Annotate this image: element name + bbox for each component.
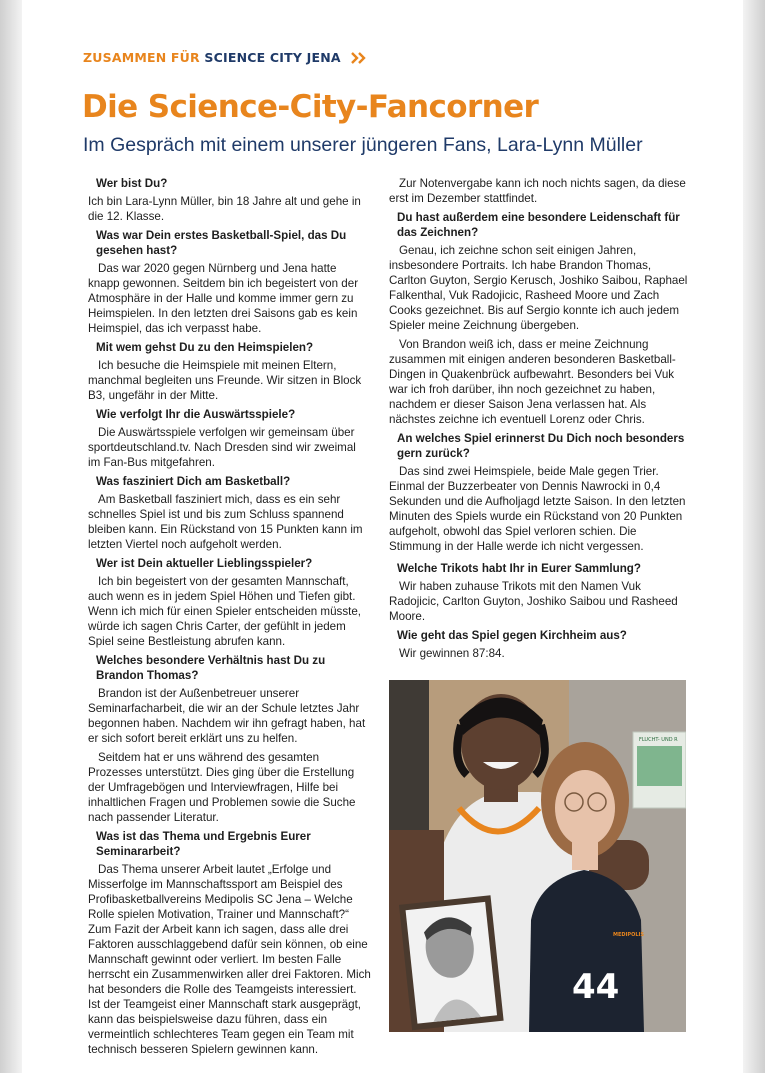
question: An welches Spiel erinnerst Du Dich noch besonders gern zurück? (397, 432, 685, 460)
question: Welches besondere Verhältnis hast Du zu Brandon Thomas? (96, 654, 326, 682)
answer: Das sind zwei Heimspiele, beide Male gegen Trier. Einmal der Buzzerbeater von Dennis Nawrocki in 0,4 Sekunden und die Aufholjagd letzte Saison. In den letzten Minuten des Spiels wurde ein Rückstand von 20 Punkten aufgeholt, obwohl das Spiel verloren schien. Die Stimmung in der Halle werde ich nicht vergessen. (389, 465, 686, 553)
kicker-part-2: SCIENCE CITY JENA (204, 50, 341, 65)
photo-player-and-fan-with-portrait-drawing-icon (389, 680, 686, 1032)
jersey-number: 44 (572, 967, 620, 1007)
answer: Das war 2020 gegen Nürnberg und Jena hatte knapp gewonnen. Seitdem bin ich begeistert von der Atmosphäre in der Halle und komme immer gern zu Heimspielen. In den letzten drei Saisons gab es kein Heimspiel, das ich verpasst habe. (88, 262, 359, 335)
answer: Das Thema unserer Arbeit lautet „Erfolge und Misserfolge im Mannschaftssport am Beispiel des Profibasketballvereins Medipolis SC Jena – Welche Rolle spielen Motivation, Trainer und Mannschaft?“ Zum Fazit der Arbeit kann ich sagen, dass alle drei Faktoren ausschlaggebend dafür sein können, ob eine Mannschaft gewinnt oder verliert. Im besten Falle herrscht ein Zusammenwirken aller drei Faktoren. Mich hat besonders die Rolle des Teamgeists interessiert. Ist der Teamgeist einer Mannschaft stark ausgeprägt, kann das beispielsweise dazu führen, dass ein vermeintlich schlechteres Team gegen ein Team mit technisch besseren Spielern gewinnen kann. (88, 863, 371, 1056)
article-photo (389, 680, 686, 1032)
jersey-brand: MEDIPOLIS (613, 932, 644, 938)
answer: Wir haben zuhause Trikots mit den Namen Vuk Radojicic, Carlton Guyton, Joshiko Saibou und Rasheed Moore. (389, 580, 678, 623)
page-title: Die Science-City-Fancorner (82, 89, 539, 125)
answer: Von Brandon weiß ich, dass er meine Zeichnung zusammen mit einigen anderen besonderen Basketball-Dingen in Quakenbrück aufbewahrt. Besonders bei Vuk war ich froh darüber, ihn noch gezeichnet zu haben, nachdem er dieser Saison Jena verlassen hat. Als nächstes zeichne ich eventuell Lorenz oder Chris. (389, 338, 676, 426)
question: Wer bist Du? (96, 177, 168, 190)
question: Wer ist Dein aktueller Lieblingsspieler? (96, 557, 313, 570)
page-edge-left (0, 0, 22, 1073)
wall-sign-label: FLUCHT- UND R (639, 737, 678, 743)
question: Mit wem gehst Du zu den Heimspielen? (96, 341, 314, 354)
answer: Genau, ich zeichne schon seit einigen Jahren, insbesondere Portraits. Ich habe Brandon Thomas, Carlton Guyton, Sergio Kerusch, Joshiko Saibou, Raphael Falkenthal, Vuk Radojicic, Rasheed Moore und Zach Cooks gezeichnet. Bis auf Sergio konnte ich auch jedem Spieler meine Zeichnung übergeben. (389, 244, 688, 332)
answer: Wir gewinnen 87:84. (399, 647, 505, 660)
answer: Ich besuche die Heimspiele mit meinen Eltern, manchmal begleiten uns Freunde. Wir sitzen in Block B3, ungefähr in der Mitte. (88, 359, 362, 402)
question: Wie geht das Spiel gegen Kirchheim aus? (397, 629, 627, 642)
answer: Zur Notenvergabe kann ich noch nichts sagen, da diese erst im Dezember stattfindet. (389, 177, 686, 205)
question: Was ist das Thema und Ergebnis Eurer Seminararbeit? (96, 830, 311, 858)
double-chevron-right-icon (351, 52, 368, 68)
page-edge-right (743, 0, 765, 1073)
page-subtitle: Im Gespräch mit einem unserer jüngeren Fans, Lara-Lynn Müller (83, 134, 643, 156)
section-kicker (83, 50, 368, 68)
answer: Seitdem hat er uns während des gesamten Prozesses unterstützt. Dies ging über die Erstellung der Umfragebögen und Interviewfragen, Hilfe bei inhaltlichen Fragen und Problemen sowie die Suche nach passender Literatur. (88, 751, 356, 824)
answer: Am Basketball fasziniert mich, dass es ein sehr schnelles Spiel ist und bis zum Schluss spannend bleiben kann. Ein Rückstand von 15 Punkten kann im letzten Viertel noch aufgeholt werden. (88, 493, 363, 551)
question: Was fasziniert Dich am Basketball? (96, 475, 291, 488)
question: Welche Trikots habt Ihr in Eurer Sammlung? (397, 562, 641, 575)
kicker-part-1: ZUSAMMEN FÜR (83, 50, 200, 65)
answer: Ich bin Lara-Lynn Müller, bin 18 Jahre alt und gehe in die 12. Klasse. (88, 195, 361, 223)
answer: Die Auswärtsspiele verfolgen wir gemeinsam über sportdeutschland.tv. Nach Dresden sind wir zweimal im Fan-Bus mitgefahren. (88, 426, 356, 469)
article-column-right (389, 176, 689, 665)
question: Du hast außerdem eine besondere Leidenschaft für das Zeichnen? (397, 211, 680, 239)
article-column-left (88, 176, 371, 1061)
question: Was war Dein erstes Basketball-Spiel, das Du gesehen hast? (96, 229, 347, 257)
answer: Ich bin begeistert von der gesamten Mannschaft, auch wenn es in jedem Spiel Höhen und Tiefen gibt. Wenn ich mich für einen Spieler entscheiden müsste, würde ich sagen Chris Carter, der gefühlt in jedem Spiel seine Bestleistung abrufen kann. (88, 575, 362, 648)
question: Wie verfolgt Ihr die Auswärtsspiele? (96, 408, 296, 421)
answer: Brandon ist der Außenbetreuer unserer Seminarfacharbeit, die wir an der Schule letztes Jahr begonnen haben. Nachdem wir ihn gefragt haben, hat er sich sofort bereit erklärt uns zu helfen. (88, 687, 366, 745)
